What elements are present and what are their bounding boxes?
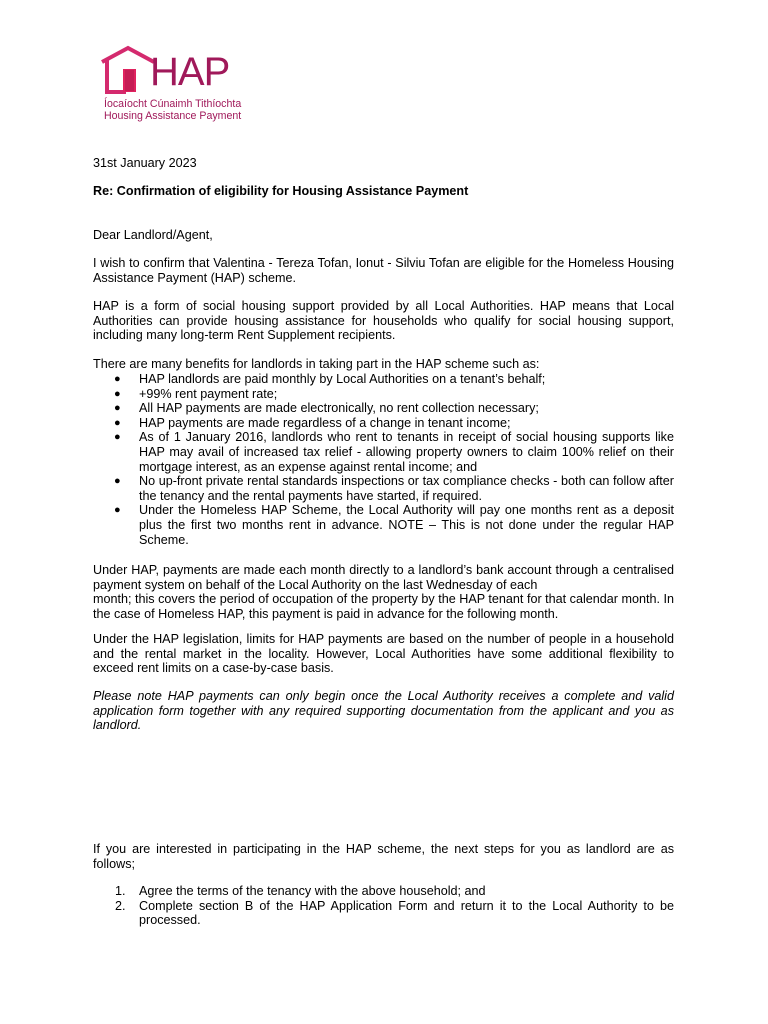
benefits-intro: There are many benefits for landlords in taking part in the HAP scheme such as:: [93, 357, 540, 371]
paragraph-next-steps: If you are interested in participating in the HAP scheme, the next steps for you as landlord are as follows;: [93, 842, 674, 871]
list-item: [93, 884, 674, 899]
letter-date: 31st January 2023: [93, 156, 197, 170]
bullet-icon: ●: [114, 373, 121, 385]
step-number: 2.: [115, 898, 126, 913]
paragraph-payments-part2: month; this covers the period of occupation of the property by the HAP tenant for that calendar month. In the case of Homeless HAP, this payment is paid in advance for the following month.: [93, 592, 674, 621]
step-number: 1.: [115, 884, 126, 898]
paragraph-hap-description: HAP is a form of social housing support provided by all Local Authorities. HAP means that Local Authorities can provide housing assistance for households who qualify for social housing support, including many long-term Rent Supplement recipients.: [93, 299, 674, 343]
list-item: ● HAP payments are made regardless of a change in tenant income;: [114, 415, 511, 430]
logo-tagline-irish: Íocaíocht Cúnaimh Tithíochta: [104, 98, 242, 110]
benefits-list: [93, 372, 674, 547]
paragraph-eligibility: I wish to confirm that Valentina - Tereza Tofan, Ionut - Silviu Tofan are eligible for the Homeless Housing Assistance Payment (HAP) scheme.: [93, 256, 674, 285]
paragraph-payments: [93, 563, 674, 621]
bullet-icon: ●: [114, 416, 121, 429]
list-item: ● +99% rent payment rate;: [114, 386, 278, 401]
bullet-icon: ●: [114, 387, 121, 400]
logo-brand: HAP: [150, 50, 230, 94]
bullet-icon: ●: [114, 431, 121, 444]
list-item: ● HAP landlords are paid monthly by Local Authorities on a tenant’s behalf;: [114, 372, 546, 386]
letter-salutation: Dear Landlord/Agent,: [93, 228, 213, 242]
list-item: ● All HAP payments are made electronically, no rent collection necessary;: [114, 401, 539, 416]
paragraph-payments-part1: Under HAP, payments are made each month directly to a landlord’s bank account through a centralised payment system on behalf of the Local Authority on the last Wednesday of each: [93, 563, 674, 592]
list-item: [93, 899, 674, 928]
list-item: ● As of 1 January 2016, landlords who rent to tenants in receipt of social housing supports like HAP may avail of increased tax relief - allowing property owners to claim 100% relief on their mortgage interest, as an expense against rental income; and: [114, 430, 674, 474]
bullet-icon: ●: [114, 504, 121, 517]
letter-subject: Re: Confirmation of eligibility for Housing Assistance Payment: [93, 184, 469, 198]
paragraph-legislation: Under the HAP legislation, limits for HAP payments are based on the number of people in a household and the rental market in the locality. However, Local Authorities have some additional flexibility to exceed rent limits on a case-by-case basis.: [93, 632, 674, 676]
hap-logo: [98, 44, 273, 122]
bullet-icon: ●: [114, 475, 121, 488]
bullet-icon: ●: [114, 402, 121, 415]
list-item: ● Under the Homeless HAP Scheme, the Local Authority will pay one months rent as a deposit plus the first two months rent in advance. NOTE – This is not done under the regular HAP Scheme.: [114, 503, 674, 547]
paragraph-note: Please note HAP payments can only begin once the Local Authority receives a complete and valid application form together with any required supporting documentation from the applicant and you as landlord.: [93, 689, 674, 733]
next-steps-list: [93, 884, 674, 928]
list-item: ● No up-front private rental standards inspections or tax compliance checks - both can follow after the tenancy and the rental payments have started, if required.: [114, 474, 674, 503]
logo-tagline-english: Housing Assistance Payment: [104, 110, 242, 122]
house-icon: [98, 44, 158, 96]
step-text: Complete section B of the HAP Application Form and return it to the Local Authority to be processed.: [139, 898, 674, 928]
step-text: Agree the terms of the tenancy with the above household; and: [139, 884, 486, 898]
